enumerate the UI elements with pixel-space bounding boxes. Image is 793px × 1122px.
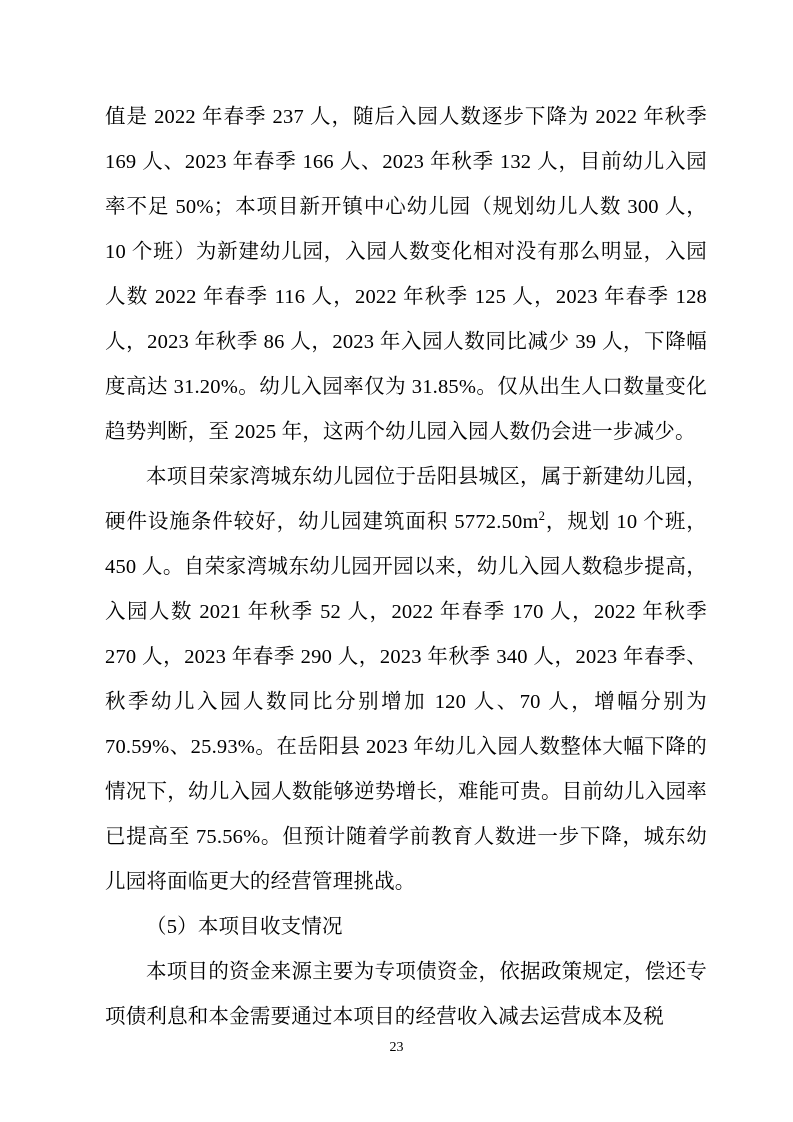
paragraph-chengdong-kindergarten (105, 455, 707, 905)
page-body (105, 95, 707, 1040)
paragraph-chengdong-part-two: ，规划 10 个班，450 人。自荣家湾城东幼儿园开园以来，幼儿入园人数稳步提高，入园人数 2021 年秋季 52 人，2022 年春季 170 人，2022 年秋季 270 人，2023 年春季 290 人，2023 年秋季 340 人，2023 年春季、秋季幼儿入园人数同比分别增加 120 人、70 人，增幅分别为 70.59%、25.93%。在岳阳县 2023 年幼儿入园人数整体大幅下降的情况下，幼儿入园人数能够逆势增长，难能可贵。目前幼儿入园率已提高至 75.56%。但预计随着学前教育人数进一步下降，城东幼儿园将面临更大的经营管理挑战。 (105, 511, 707, 893)
paragraph-chengdong-part-one: 本项目荣家湾城东幼儿园位于岳阳县城区，属于新建幼儿园，硬件设施条件较好，幼儿园建筑面积 5772.50m (105, 466, 707, 533)
page-number: 23 (389, 1040, 404, 1055)
square-meter-superscript: 2 (538, 509, 546, 524)
paragraph-enrollment-decline: 值是 2022 年春季 237 人，随后入园人数逐步下降为 2022 年秋季 169 人、2023 年春季 166 人、2023 年秋季 132 人，目前幼儿入园率不足 50%；本项目新开镇中心幼儿园（规划幼儿人数 300 人，10 个班）为新建幼儿园，入园人数变化相对没有那么明显，入园人数 2022 年春季 116 人，2022 年秋季 125 人，2023 年春季 128 人，2023 年秋季 86 人，2023 年入园人数同比减少 39 人，下降幅度高达 31.20%。幼儿入园率仅为 31.85%。仅从出生人口数量变化趋势判断，至 2025 年，这两个幼儿园入园人数仍会进一步减少。 (105, 106, 707, 443)
heading-revenue-expenditure: （5）本项目收支情况 (146, 916, 343, 938)
paragraph-funding-source: 本项目的资金来源主要为专项债资金，依据政策规定，偿还专项债利息和本金需要通过本项目的经营收入减去运营成本及税 (105, 961, 707, 1028)
